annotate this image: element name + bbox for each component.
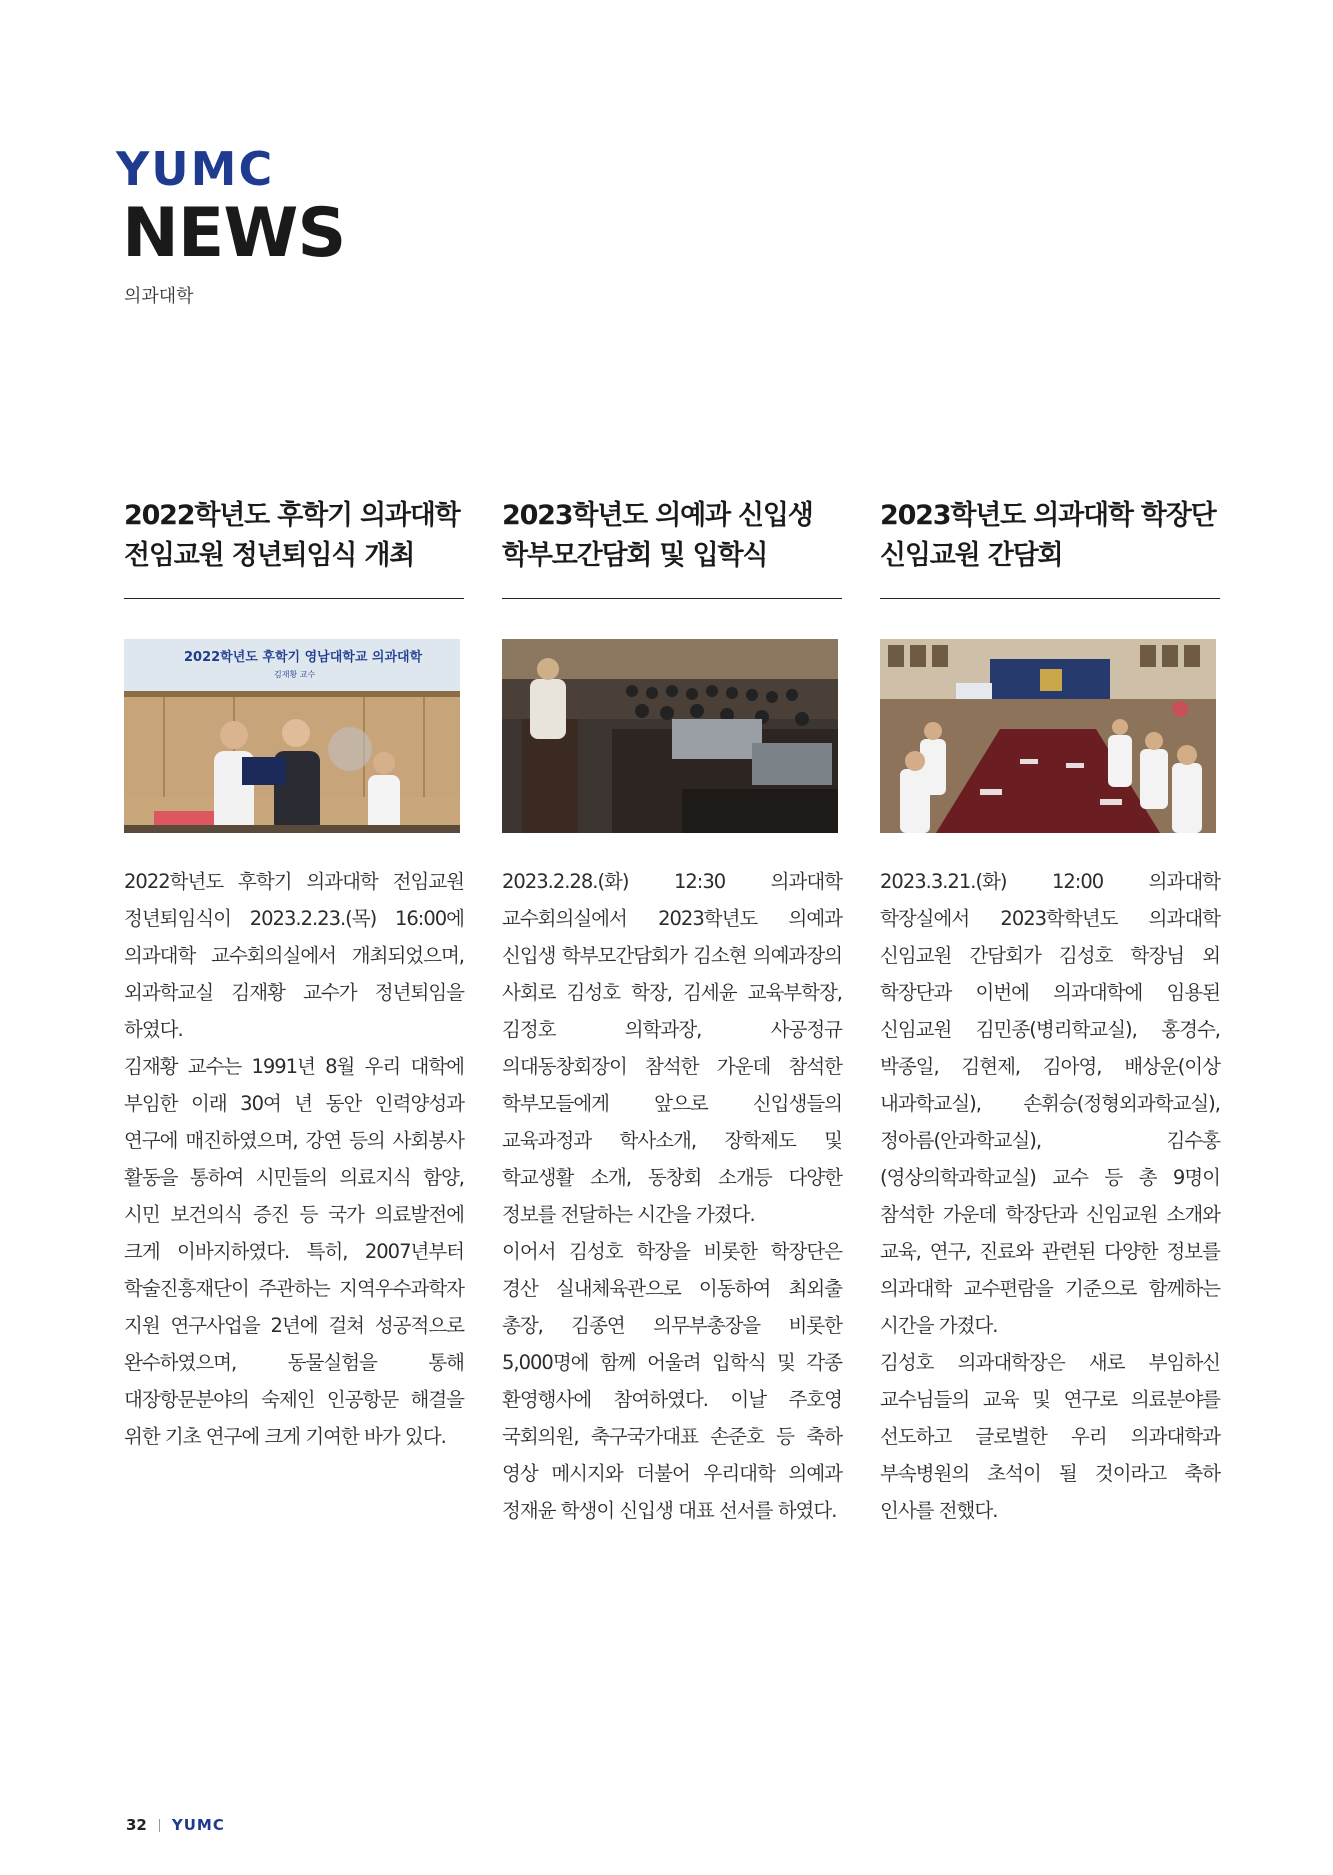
- article-paragraph: 2022학년도 후학기 의과대학 전임교원 정년퇴임식이 2023.2.23.(목) 16:00에 의과대학 교수회의실에서 개최되었으며, 외과학교실 김재황 교수가 정년퇴임을 하였다.: [124, 870, 464, 1041]
- article-paragraph: 2023.2.28.(화) 12:30 의과대학 교수회의실에서 2023학년도 의예과 신입생 학부모간담회가 김소현 의예과장의 사회로 김성호 학장, 김세윤 교육부학장, 김정호 의학과장, 사공정규 의대동창회장이 참석한 가운데 참석한 학부모들에게 앞으로 신입생들의 교육과정과 학사소개, 장학제도 및 학교생활 소개, 동창회 소개등 다양한 정보를 전달하는 시간을 가졌다.: [502, 870, 842, 1226]
- article-photo-orientation: [502, 639, 838, 833]
- title-divider: [124, 598, 464, 599]
- article-retirement: [124, 496, 464, 1455]
- article-title: [124, 496, 464, 578]
- article-title: [502, 496, 842, 578]
- article-title-line2: 신임교원 간담회: [880, 540, 1063, 571]
- article-photo-faculty: [880, 639, 1216, 833]
- page-number: 32: [126, 1816, 147, 1834]
- footer-divider: [159, 1819, 160, 1832]
- banner-text: 2022학년도 후학기 영남대학교 의과대학: [184, 650, 423, 665]
- article-title: [880, 496, 1220, 578]
- article-title-line1: 2023학년도 의과대학 학장단: [880, 500, 1216, 531]
- article-paragraph: 이어서 김성호 학장을 비롯한 학장단은 경산 실내체육관으로 이동하여 최외출 총장, 김종연 의무부총장을 비롯한 5,000명에 함께 어울려 입학식 및 각종 환영행사에 참여하였다. 이날 주호영 국회의원, 축구국가대표 손준호 등 축하 영상 메시지와 더불어 우리대학 의예과 정재윤 학생이 신입생 대표 선서를 하였다.: [502, 1240, 842, 1522]
- article-paragraph: 김재황 교수는 1991년 8월 우리 대학에 부임한 이래 30여 년 동안 인력양성과 연구에 매진하였으며, 강연 등의 사회봉사 활동을 통하여 시민들의 의료지식 함양, 시민 보건의식 증진 등 국가 의료발전에 크게 이바지하였다. 특히, 2007년부터 학술진흥재단이 주관하는 지역우수과학자 지원 연구사업을 2년에 걸쳐 성공적으로 완수하였으며, 동물실험을 통해 대장항문분야의 숙제인 인공항문 해결을 위한 기초 연구에 크게 기여한 바가 있다.: [124, 1055, 464, 1448]
- footer-logo: YUMC: [171, 1816, 225, 1834]
- article-paragraph: 2023.3.21.(화) 12:00 의과대학 학장실에서 2023학학년도 의과대학 신임교원 간담회가 김성호 학장님 외 학장단과 이번에 의과대학에 임용된 신임교원 김민종(병리학교실), 홍경수, 박종일, 김현제, 김아영, 배상운(이상 내과학교실), 손휘승(정형외과학교실), 정아름(안과학교실), 김수홍(영상의학과학교실) 교수 등 총 9명이 참석한 가운데 학장단과 신임교원 소개와 교육, 연구, 진료와 관련된 다양한 정보를 의과대학 교수편람을 기준으로 함께하는 시간을 가졌다.: [880, 870, 1220, 1337]
- title-divider: [880, 598, 1220, 599]
- article-body: [502, 863, 842, 1529]
- article-body: [124, 863, 464, 1455]
- article-title-line2: 전임교원 정년퇴임식 개최: [124, 540, 415, 571]
- faculty-meeting-photo: [880, 639, 1216, 833]
- news-heading: NEWS: [122, 194, 346, 273]
- section-label: 의과대학: [124, 286, 194, 307]
- title-divider: [502, 598, 842, 599]
- article-orientation: [502, 496, 842, 1529]
- article-title-line2: 학부모간담회 및 입학식: [502, 540, 768, 571]
- article-title-line1: 2023학년도 의예과 신입생: [502, 500, 813, 531]
- article-body: [880, 863, 1220, 1529]
- article-title-line1: 2022학년도 후학기 의과대학: [124, 500, 460, 531]
- page-footer: [126, 1816, 225, 1834]
- article-photo-retirement: [124, 639, 460, 833]
- yumc-logo: [116, 142, 275, 196]
- parents-meeting-photo: [502, 639, 838, 833]
- yumc-logo-text: YUMC: [116, 142, 275, 196]
- article-faculty-meeting: [880, 496, 1220, 1529]
- banner-caption: 김재황 교수: [274, 670, 316, 679]
- retirement-ceremony-photo: [124, 639, 460, 833]
- article-paragraph: 김성호 의과대학장은 새로 부임하신 교수님들의 교육 및 연구로 의료분야를 선도하고 글로벌한 우리 의과대학과 부속병원의 초석이 될 것이라고 축하 인사를 전했다.: [880, 1351, 1220, 1522]
